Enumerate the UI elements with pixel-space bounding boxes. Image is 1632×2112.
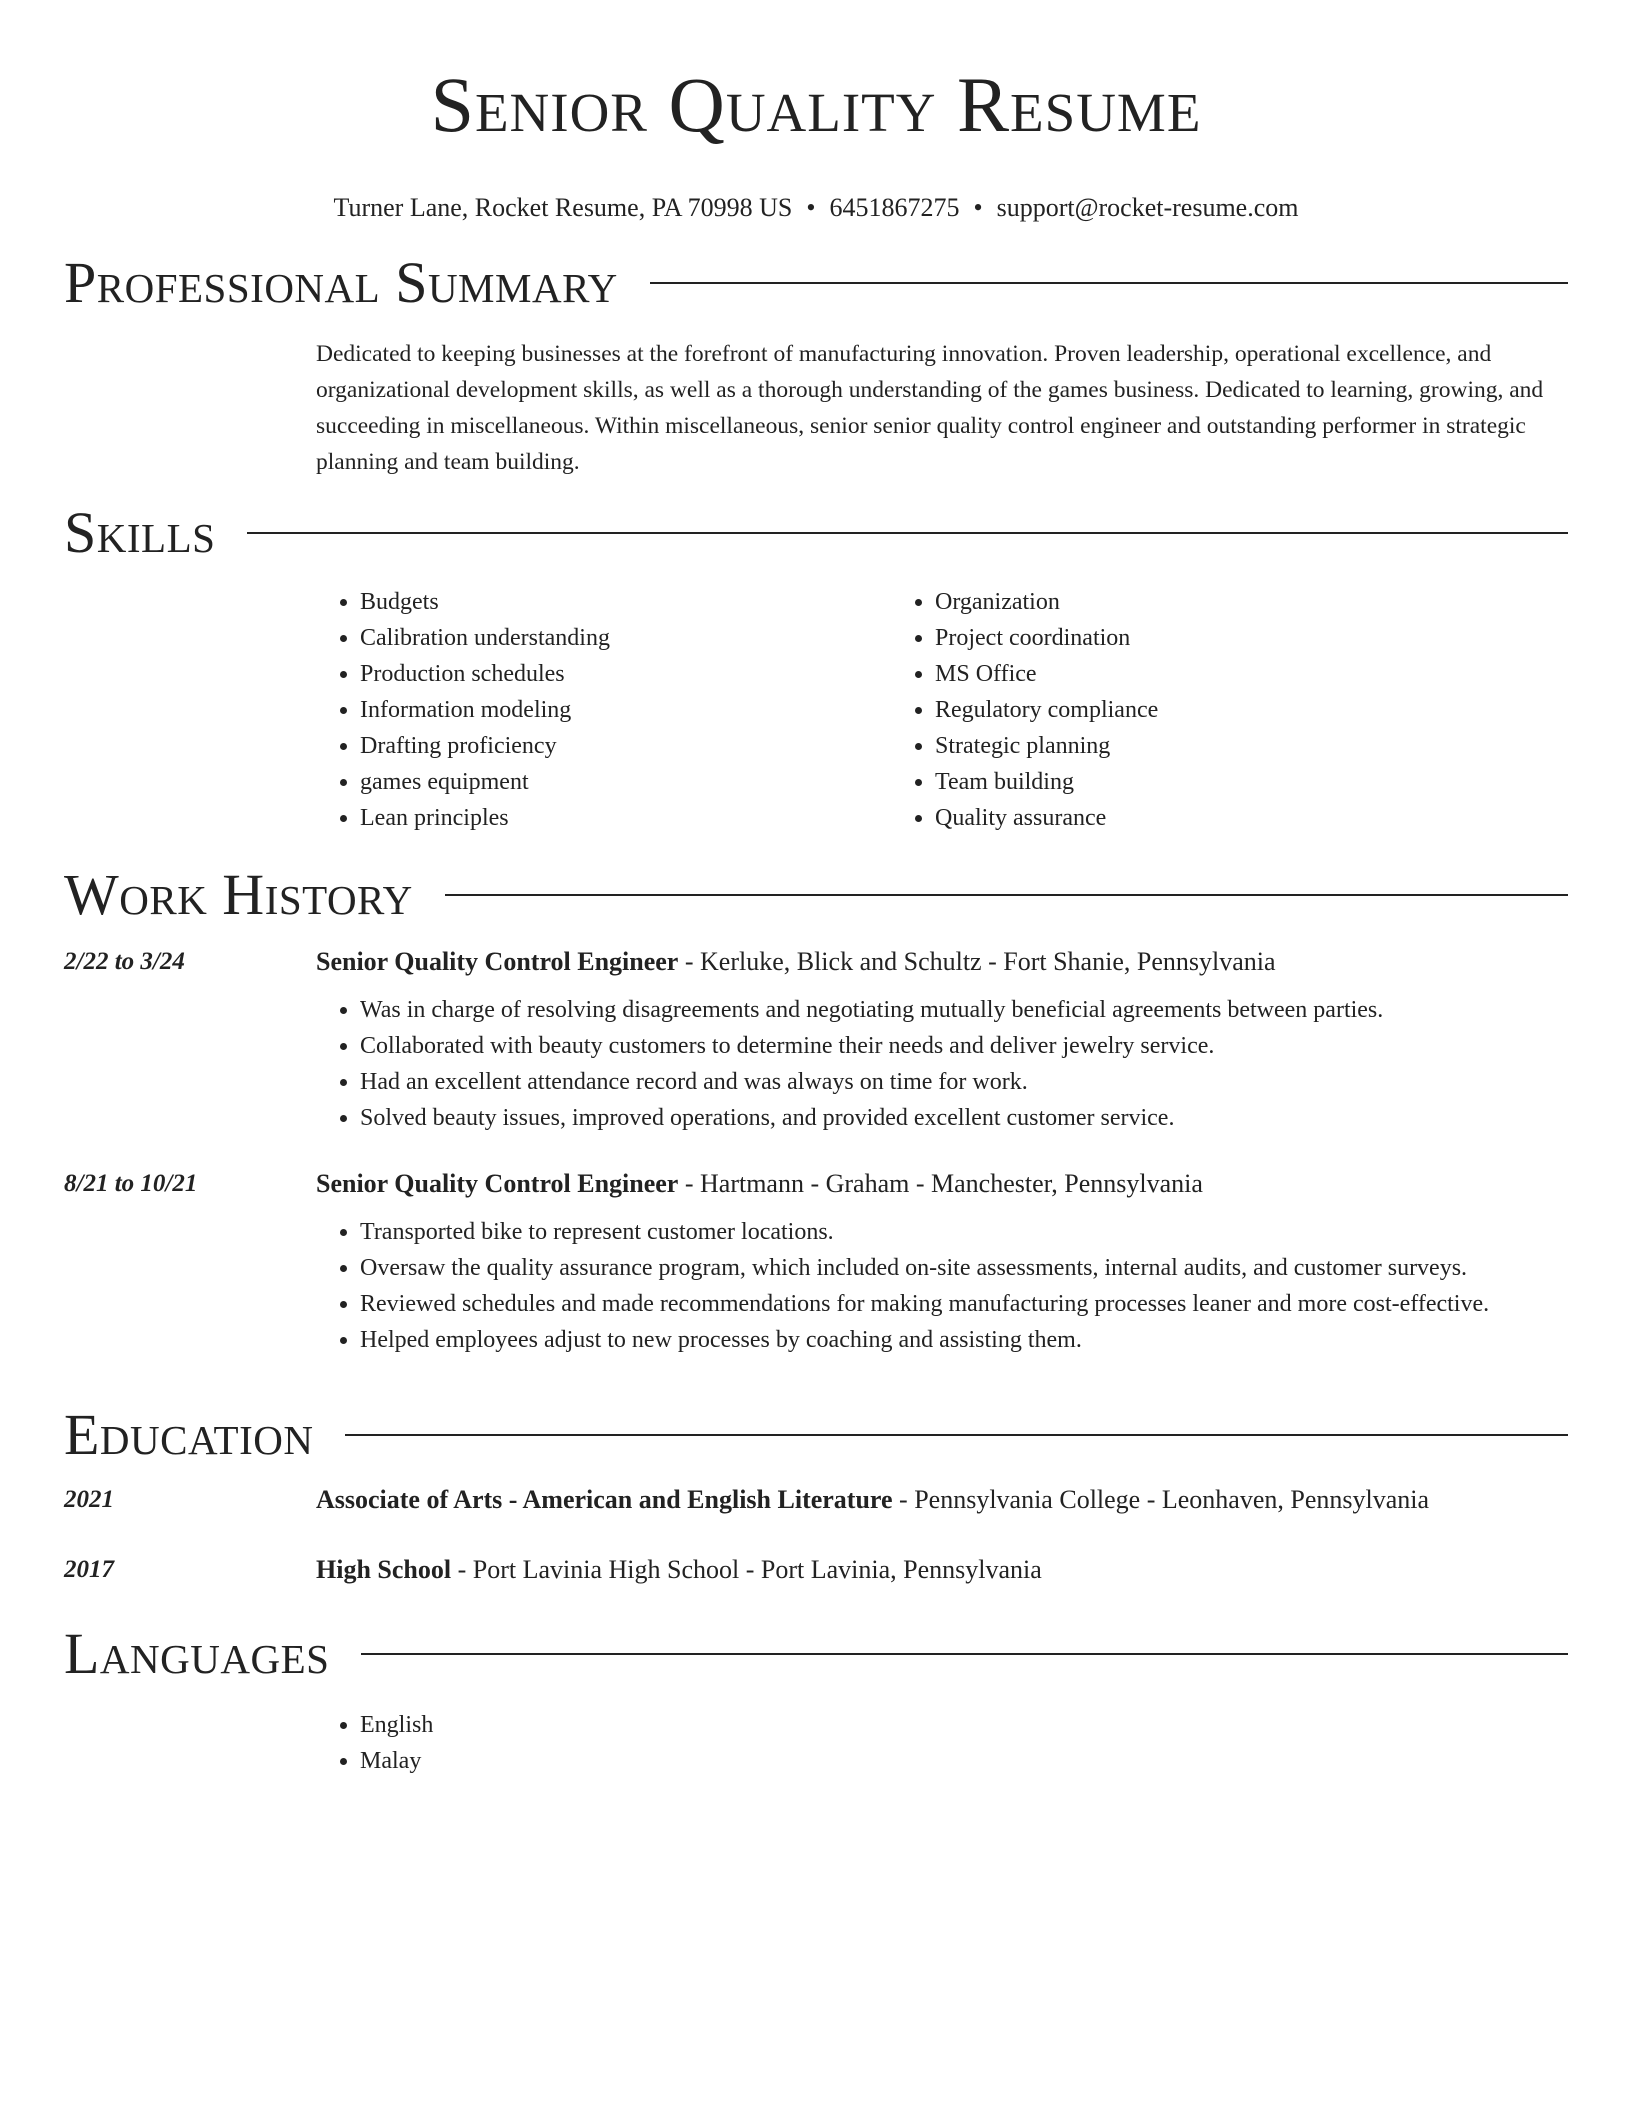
education-degree: High School: [316, 1555, 452, 1584]
job-bullets: [316, 1214, 1489, 1358]
contact-separator: •: [806, 193, 816, 222]
education-detail: [316, 1550, 1042, 1590]
languages-list: [316, 1707, 1568, 1779]
job-bullet: • Oversaw the quality assurance program, which included on-site assessments, internal audits, and customer surveys.: [360, 1250, 1489, 1286]
section-divider: [650, 282, 1568, 284]
job-bullet: • Reviewed schedules and made recommendations for making manufacturing processes leaner and more cost-effective.: [360, 1286, 1489, 1322]
job-employer: - Hartmann - Graham - Manchester, Pennsylvania: [678, 1169, 1203, 1198]
job-body: [316, 1164, 1489, 1358]
skill-item: • Regulatory compliance: [935, 692, 1466, 728]
job-employer: - Kerluke, Blick and Schultz - Fort Shanie, Pennsylvania: [678, 947, 1276, 976]
languages-heading: Languages: [64, 1621, 330, 1686]
skill-item: • Team building: [935, 764, 1466, 800]
languages-body: [316, 1707, 1568, 1779]
skills-left-list: [316, 584, 891, 836]
languages-section: [64, 1623, 1568, 1779]
section-divider: [247, 532, 1568, 534]
skills-header: [64, 502, 1568, 564]
resume-title: Senior Quality Resume: [430, 61, 1202, 148]
education-school: - Port Lavinia High School - Port Lavinia, Pennsylvania: [451, 1555, 1042, 1584]
education-header: [64, 1404, 1568, 1466]
job-bullet: • Had an excellent attendance record and was always on time for work.: [360, 1064, 1383, 1100]
education-section: [64, 1404, 1568, 1590]
job-date: 8/21 to 10/21: [64, 1170, 198, 1197]
job-bullet: • Transported bike to represent customer locations.: [360, 1214, 1489, 1250]
contact-phone: 6451867275: [829, 193, 960, 222]
skill-item: • Organization: [935, 584, 1466, 620]
work-heading: Work History: [64, 862, 413, 927]
section-divider: [361, 1653, 1568, 1655]
job-entry: [64, 1164, 1568, 1358]
job-bullet: • Collaborated with beauty customers to determine their needs and deliver jewelry service.: [360, 1028, 1383, 1064]
skill-item: • Drafting proficiency: [360, 728, 891, 764]
skill-item: • Lean principles: [360, 800, 891, 836]
section-divider: [445, 894, 1568, 896]
contact-separator: •: [973, 193, 983, 222]
skills-section: [64, 502, 1568, 836]
education-entry: [64, 1550, 1568, 1590]
job-bullet: • Was in charge of resolving disagreements and negotiating mutually beneficial agreements between parties.: [360, 992, 1383, 1028]
skill-item: • Budgets: [360, 584, 891, 620]
job-bullets: [316, 992, 1383, 1136]
skills-right-list: [891, 584, 1466, 836]
job-body: [316, 942, 1383, 1136]
education-entry: [64, 1480, 1568, 1520]
education-degree: Associate of Arts - American and English Literature: [316, 1485, 893, 1514]
summary-heading: Professional Summary: [64, 250, 618, 315]
contact-email: support@rocket-resume.com: [996, 193, 1299, 222]
skills-heading: Skills: [64, 500, 216, 565]
education-school: - Pennsylvania College - Leonhaven, Pennsylvania: [892, 1485, 1430, 1514]
job-bullet: • Solved beauty issues, improved operations, and provided excellent customer service.: [360, 1100, 1383, 1136]
skill-item: • Strategic planning: [935, 728, 1466, 764]
summary-header: [64, 252, 1568, 314]
summary-text: Dedicated to keeping businesses at the forefront of manufacturing innovation. Proven leadership, operational excellence, and organizational development skills, as well as a thorough understanding of the games business. Dedicated to learning, growing, and succeeding in miscellaneous. Within miscellaneous, senior senior quality control engineer and outstanding performer in strategic planning and team building.: [316, 341, 1544, 475]
job-title: Senior Quality Control Engineer: [316, 947, 679, 976]
job-entry: [64, 942, 1568, 1136]
education-year: 2021: [64, 1486, 114, 1513]
skill-item: • Calibration understanding: [360, 620, 891, 656]
education-heading: Education: [64, 1402, 314, 1467]
skill-item: • Project coordination: [935, 620, 1466, 656]
education-detail: [316, 1480, 1429, 1520]
language-item: • Malay: [360, 1743, 1568, 1779]
skill-item: • Production schedules: [360, 656, 891, 692]
job-bullet: • Helped employees adjust to new processes by coaching and assisting them.: [360, 1322, 1489, 1358]
languages-header: [64, 1623, 1568, 1685]
skill-item: • games equipment: [360, 764, 891, 800]
job-header: [316, 942, 1383, 982]
work-header: [64, 864, 1568, 926]
job-title: Senior Quality Control Engineer: [316, 1169, 679, 1198]
section-divider: [345, 1434, 1568, 1436]
contact-line: [0, 190, 1632, 226]
job-date: 2/22 to 3/24: [64, 948, 185, 975]
skill-item: • MS Office: [935, 656, 1466, 692]
skill-item: • Quality assurance: [935, 800, 1466, 836]
skills-columns: [316, 584, 1568, 836]
job-header: [316, 1164, 1489, 1204]
skill-item: • Information modeling: [360, 692, 891, 728]
education-year: 2017: [64, 1556, 114, 1583]
summary-section: [64, 252, 1568, 480]
contact-address: Turner Lane, Rocket Resume, PA 70998 US: [333, 193, 793, 222]
work-section: [64, 864, 1568, 1358]
language-item: • English: [360, 1707, 1568, 1743]
